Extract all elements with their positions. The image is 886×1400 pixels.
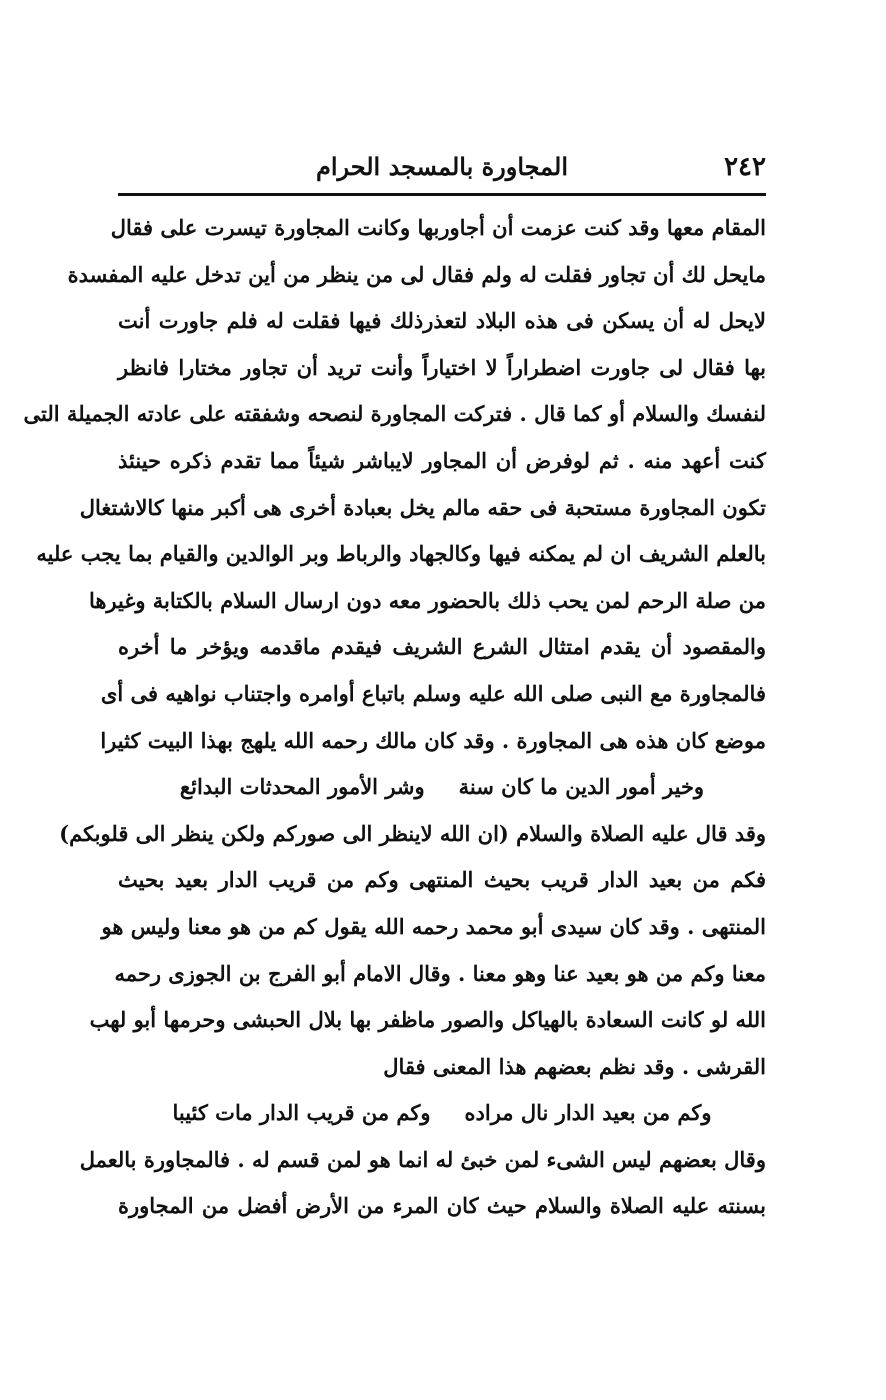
running-title: المجاورة بالمسجد الحرام <box>315 152 569 181</box>
verse-hemistich-second: وشر الأمور المحدثات البدائع <box>179 774 425 800</box>
text-line: المنتهى . وقد كان سيدى أبو محمد رحمه الله يقول كم من هو معنا وليس هو <box>101 913 766 939</box>
verse-line <box>118 1090 766 1137</box>
text-line: معنا وكم من هو بعيد عنا وهو معنا . وقال الامام أبو الفرج بن الجوزى رحمه <box>114 960 766 986</box>
text-line: تكون المجاورة مستحبة فى حقه مالم يخل بعبادة أخرى هى أكبر منها كالاشتغال <box>79 494 766 520</box>
text-line: فالمجاورة مع النبى صلى الله عليه وسلم باتباع أوامره واجتناب نواهيه فى أى <box>100 680 766 706</box>
text-line: وقد قال عليه الصلاة والسلام (ان الله لاينظر الى صوركم ولكن ينظر الى قلوبكم) <box>59 820 766 846</box>
text-line: كنت أعهد منه . ثم لوفرض أن المجاور لايباشر شيئاً مما تقدم ذكره حينئذ <box>118 447 766 473</box>
text-line: وقال بعضهم ليس الشىء لمن خبئ له انما هو لمن قسم له . فالمجاورة بالعمل <box>79 1146 766 1172</box>
verse-hemistich-first: وكم من بعيد الدار نال مراده <box>464 1100 712 1126</box>
text-line: والمقصود أن يقدم امتثال الشرع الشريف فيقدم ماقدمه ويؤخر ما أخره <box>118 634 766 660</box>
text-line: من صلة الرحم لمن يحب ذلك بالحضور معه دون ارسال السلام بالكتابة وغيرها <box>88 587 766 613</box>
text-line: المقام معها وقد كنت عزمت أن أجاوربها وكانت المجاورة تيسرت على فقال <box>110 215 766 240</box>
body-text <box>23 205 766 1230</box>
verse-line <box>118 764 766 811</box>
text-line: القرشى . وقد نظم بعضهم هذا المعنى فقال <box>383 1053 766 1079</box>
verse-hemistich-first: وخير أمور الدين ما كان سنة <box>458 774 705 800</box>
text-line: موضع كان هذه هى المجاورة . وقد كان مالك رحمه الله يلهج بهذا البيت كثيرا <box>100 727 766 753</box>
text-line: فكم من بعيد الدار قريب بحيث المنتهى وكم من قريب الدار بعيد بحيث <box>118 867 766 893</box>
verse-hemistich-second: وكم من قريب الدار مات كئيبا <box>172 1100 431 1126</box>
text-line: الله لو كانت السعادة بالهياكل والصور ماظفر بها بلال الحبشى وحرمها أبو لهب <box>89 1007 766 1033</box>
text-line: بسنته عليه الصلاة والسلام حيث كان المرء من الأرض أفضل من المجاورة <box>118 1193 766 1219</box>
text-line: لنفسك والسلام أو كما قال . فتركت المجاورة لنصحه وشفقته على عادته الجميلة التى <box>23 401 766 427</box>
header-rule <box>118 193 766 196</box>
text-line: لايحل له أن يسكن فى هذه البلاد لتعذرذلك فيها فقلت له فلم جاورت أنت <box>118 308 766 334</box>
page-number: ٢٤٢ <box>724 152 766 182</box>
page-header <box>118 148 766 190</box>
text-line: بالعلم الشريف ان لم يمكنه فيها وكالجهاد والرباط وبر الوالدين والقيام بما يجب عليه <box>36 541 766 567</box>
text-line: بها فقال لى جاورت اضطراراً لا اختياراً وأنت تريد أن تجاور مختارا فانظر <box>118 354 766 380</box>
text-line: مايحل لك أن تجاور فقلت له ولم فقال لى من ينظر من أين تدخل عليه المفسدة <box>67 261 766 287</box>
